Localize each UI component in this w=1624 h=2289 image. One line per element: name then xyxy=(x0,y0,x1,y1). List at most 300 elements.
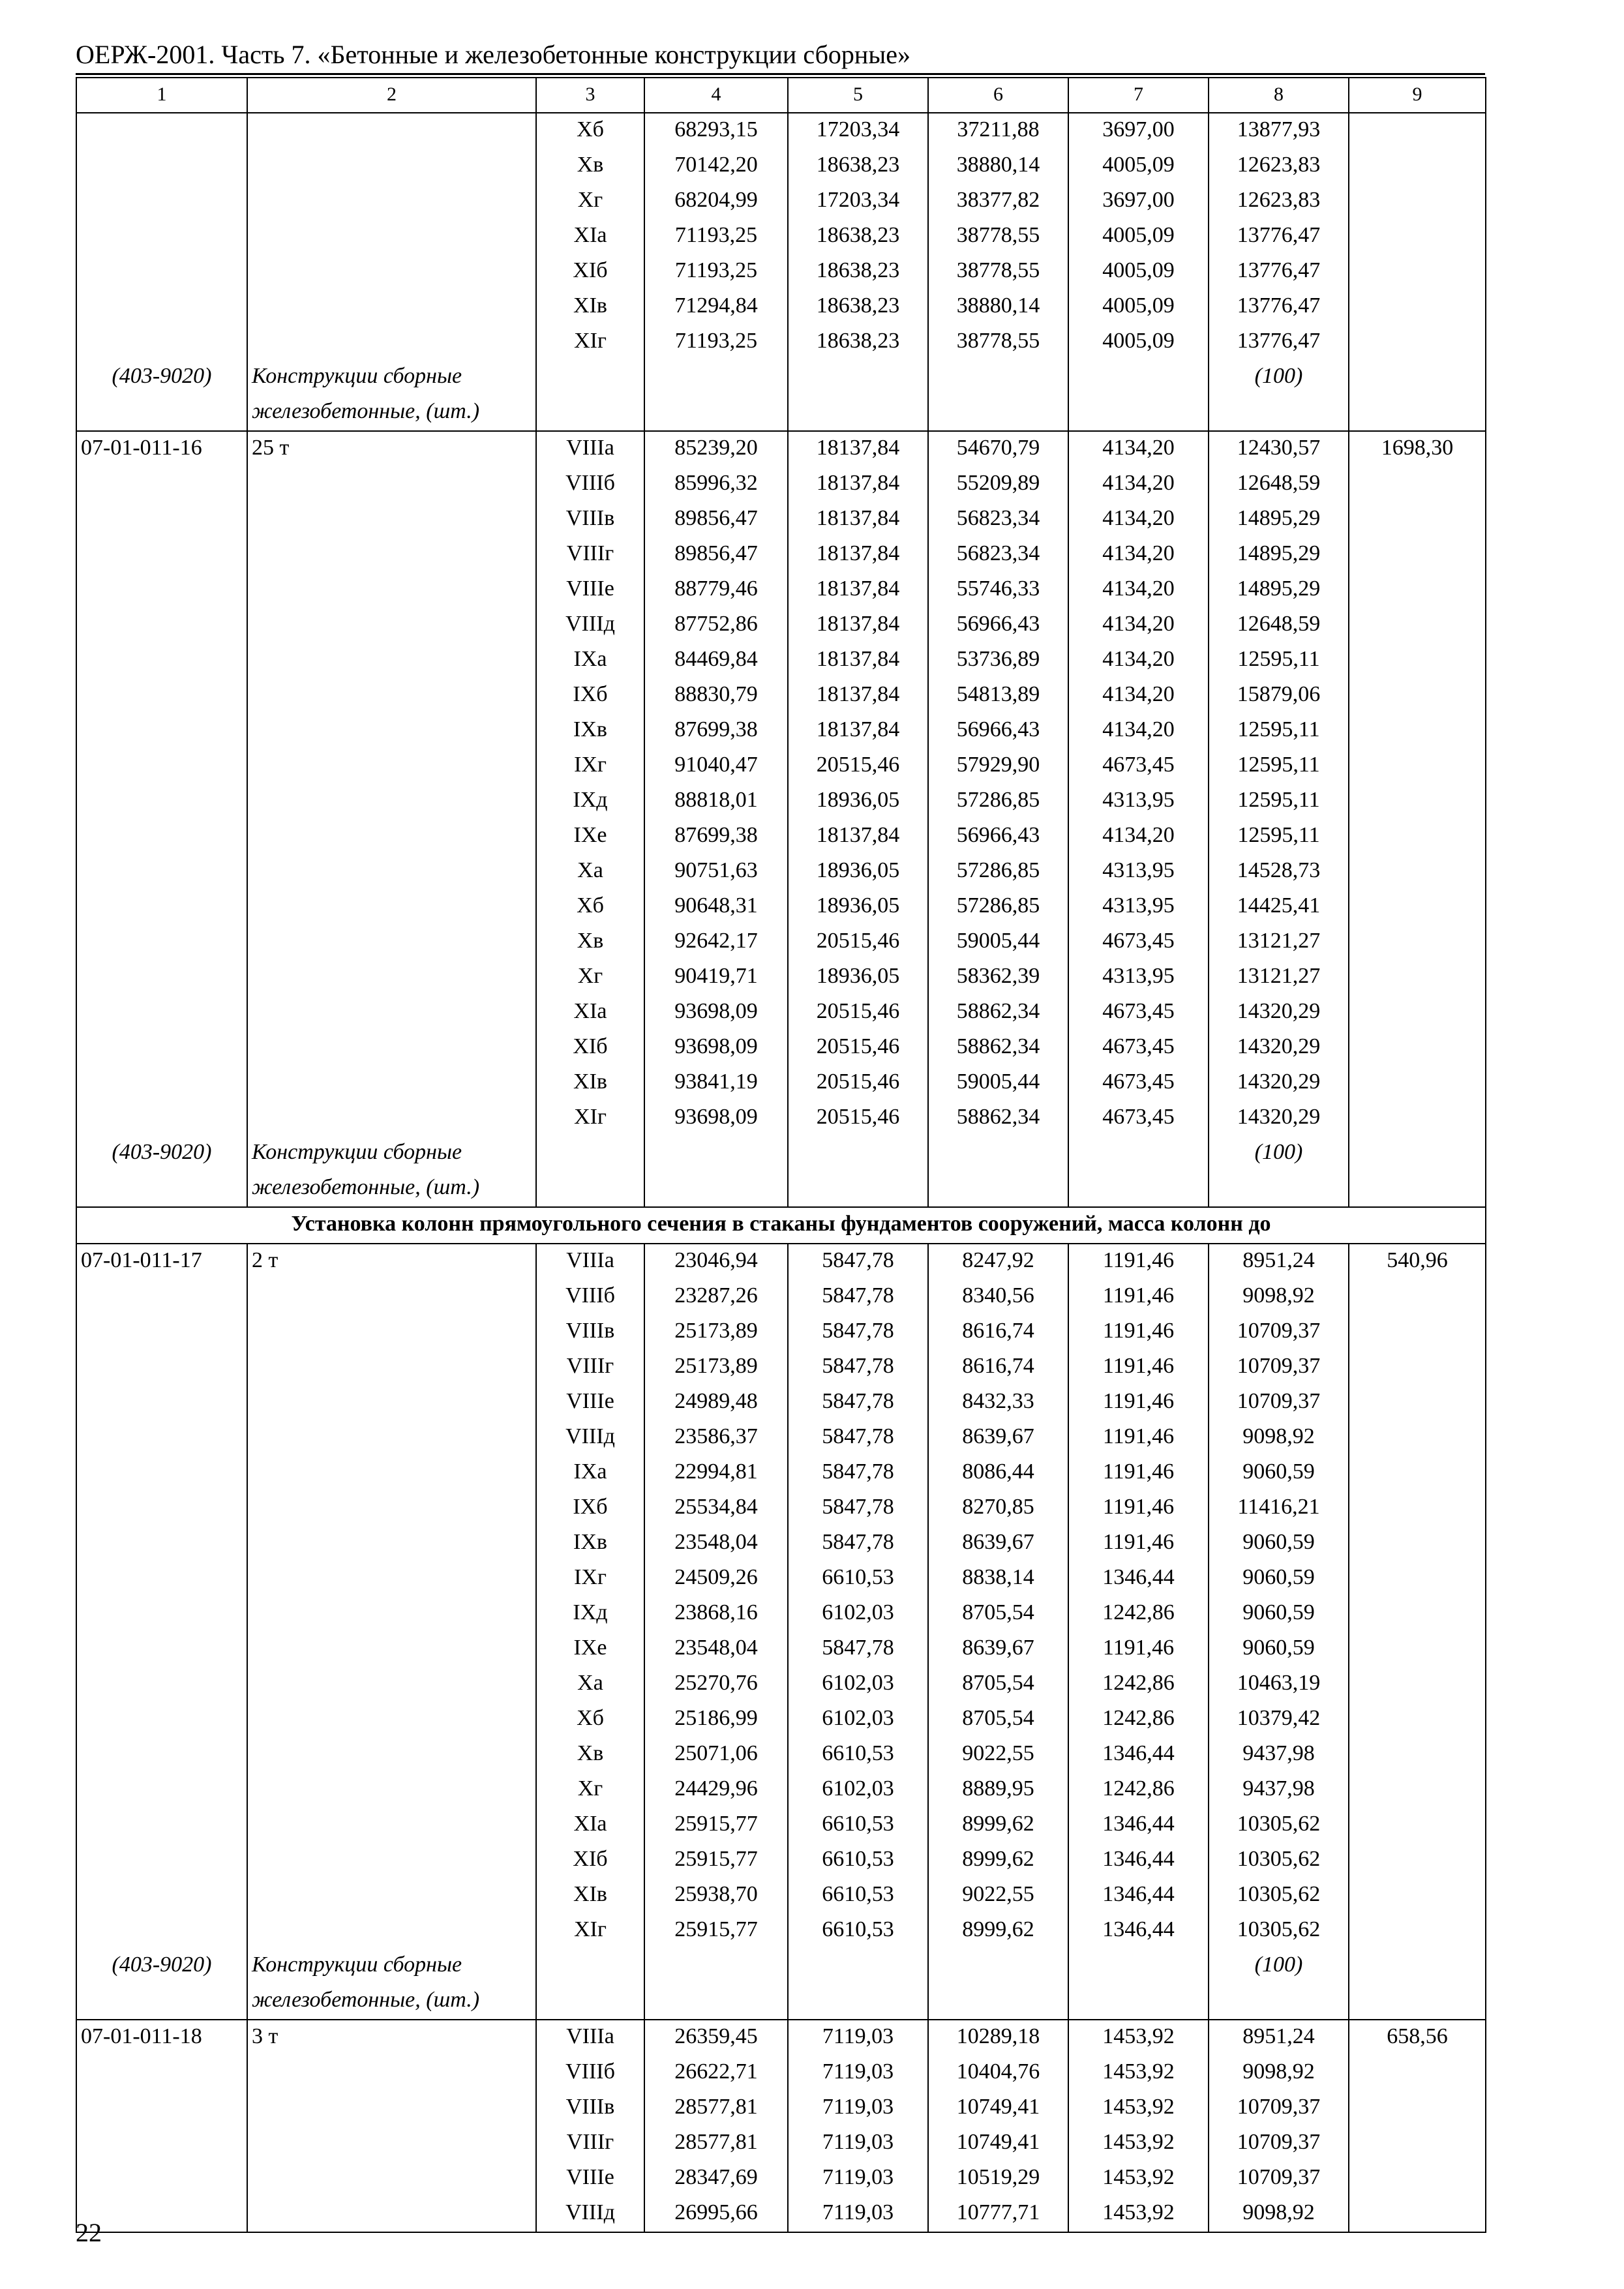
zone-code: IXд xyxy=(536,1596,644,1632)
table-row xyxy=(76,1632,1486,1667)
total-cost: 84469,84 xyxy=(644,643,788,678)
empty-cell xyxy=(644,1949,788,1984)
zone-code: XIв xyxy=(536,1878,644,1913)
wages-cost: 5847,78 xyxy=(788,1526,928,1561)
labor-cost xyxy=(1349,608,1486,643)
table-row xyxy=(76,713,1486,749)
empty-cell xyxy=(536,395,644,431)
driver-wages: 1191,46 xyxy=(1068,1244,1209,1279)
zone-code: VIIIв xyxy=(536,1315,644,1350)
total-cost: 25186,99 xyxy=(644,1702,788,1737)
rate-mass xyxy=(247,890,536,925)
labor-cost xyxy=(1349,2161,1486,2196)
driver-wages: 4134,20 xyxy=(1068,467,1209,502)
labor-cost xyxy=(1349,290,1486,325)
materials-cost: 9098,92 xyxy=(1209,2196,1349,2232)
wages-cost: 6102,03 xyxy=(788,1702,928,1737)
empty-cell xyxy=(928,360,1068,395)
table-row xyxy=(76,184,1486,219)
materials-cost: 12595,11 xyxy=(1209,819,1349,854)
total-cost: 25071,06 xyxy=(644,1737,788,1773)
rate-code: 07-01-011-16 xyxy=(76,431,247,467)
wages-cost: 18638,23 xyxy=(788,290,928,325)
wages-cost: 18936,05 xyxy=(788,854,928,890)
rate-mass xyxy=(247,2056,536,2091)
zone-code: IXг xyxy=(536,1561,644,1596)
rate-code xyxy=(76,2091,247,2126)
machine-cost: 8340,56 xyxy=(928,1279,1068,1315)
page-number: 22 xyxy=(76,2218,102,2247)
rate-mass xyxy=(247,1702,536,1737)
rate-mass xyxy=(247,1667,536,1702)
total-cost: 70142,20 xyxy=(644,149,788,184)
materials-cost: 9098,92 xyxy=(1209,2056,1349,2091)
driver-wages: 1453,92 xyxy=(1068,2091,1209,2126)
materials-cost: 12623,83 xyxy=(1209,184,1349,219)
zone-code: VIIIд xyxy=(536,608,644,643)
labor-cost xyxy=(1349,678,1486,713)
wages-cost: 20515,46 xyxy=(788,1066,928,1101)
machine-cost: 57929,90 xyxy=(928,749,1068,784)
empty-cell xyxy=(536,1984,644,2020)
rate-code xyxy=(76,1315,247,1350)
rate-mass xyxy=(247,819,536,854)
empty-cell xyxy=(788,1984,928,2020)
materials-cost: 13776,47 xyxy=(1209,254,1349,290)
empty-cell xyxy=(1068,1949,1209,1984)
driver-wages: 3697,00 xyxy=(1068,113,1209,149)
driver-wages: 4134,20 xyxy=(1068,431,1209,467)
driver-wages: 4313,95 xyxy=(1068,890,1209,925)
driver-wages: 1191,46 xyxy=(1068,1491,1209,1526)
empty-cell xyxy=(1209,1171,1349,1207)
driver-wages: 1242,86 xyxy=(1068,1773,1209,1808)
resource-row-continued xyxy=(76,1171,1486,1207)
zone-code: XIв xyxy=(536,290,644,325)
labor-cost xyxy=(1349,1596,1486,1632)
machine-cost: 57286,85 xyxy=(928,784,1068,819)
rate-mass xyxy=(247,1773,536,1808)
materials-cost: 14895,29 xyxy=(1209,502,1349,537)
table-row xyxy=(76,890,1486,925)
labor-cost xyxy=(1349,1632,1486,1667)
wages-cost: 6102,03 xyxy=(788,1773,928,1808)
zone-code: XIг xyxy=(536,325,644,360)
zone-code: VIIIб xyxy=(536,1279,644,1315)
wages-cost: 7119,03 xyxy=(788,2126,928,2161)
rate-code xyxy=(76,1843,247,1878)
labor-cost xyxy=(1349,749,1486,784)
zone-code: VIIIв xyxy=(536,502,644,537)
empty-cell xyxy=(1349,395,1486,431)
rate-mass xyxy=(247,1420,536,1456)
materials-cost: 9098,92 xyxy=(1209,1279,1349,1315)
wages-cost: 18936,05 xyxy=(788,890,928,925)
zone-code: Xв xyxy=(536,149,644,184)
table-row xyxy=(76,537,1486,573)
wages-cost: 5847,78 xyxy=(788,1385,928,1420)
wages-cost: 18137,84 xyxy=(788,467,928,502)
driver-wages: 1346,44 xyxy=(1068,1843,1209,1878)
materials-cost: 12595,11 xyxy=(1209,713,1349,749)
materials-cost: 12648,59 xyxy=(1209,608,1349,643)
machine-cost: 8999,62 xyxy=(928,1808,1068,1843)
labor-cost xyxy=(1349,219,1486,254)
zone-code: IXд xyxy=(536,784,644,819)
zone-code: IXг xyxy=(536,749,644,784)
wages-cost: 17203,34 xyxy=(788,113,928,149)
materials-cost: 9060,59 xyxy=(1209,1526,1349,1561)
rate-mass xyxy=(247,1737,536,1773)
table-row xyxy=(76,749,1486,784)
total-cost: 68204,99 xyxy=(644,184,788,219)
empty-cell xyxy=(928,395,1068,431)
total-cost: 26359,45 xyxy=(644,2020,788,2056)
materials-cost: 15879,06 xyxy=(1209,678,1349,713)
machine-cost: 8838,14 xyxy=(928,1561,1068,1596)
driver-wages: 4005,09 xyxy=(1068,219,1209,254)
table-row xyxy=(76,1491,1486,1526)
machine-cost: 38880,14 xyxy=(928,290,1068,325)
rate-code xyxy=(76,1913,247,1949)
table-row xyxy=(76,467,1486,502)
machine-cost: 10404,76 xyxy=(928,2056,1068,2091)
rate-mass xyxy=(247,1279,536,1315)
empty-cell xyxy=(1068,360,1209,395)
empty-cell xyxy=(644,395,788,431)
zone-code: XIв xyxy=(536,1066,644,1101)
total-cost: 92642,17 xyxy=(644,925,788,960)
wages-cost: 5847,78 xyxy=(788,1420,928,1456)
labor-cost xyxy=(1349,1667,1486,1702)
total-cost: 93698,09 xyxy=(644,1101,788,1136)
resource-row xyxy=(76,1136,1486,1171)
total-cost: 88818,01 xyxy=(644,784,788,819)
labor-cost xyxy=(1349,995,1486,1030)
rate-code xyxy=(76,1596,247,1632)
rate-code xyxy=(76,1773,247,1808)
zone-code: VIIIб xyxy=(536,467,644,502)
empty-cell xyxy=(644,360,788,395)
empty-cell xyxy=(928,1984,1068,2020)
total-cost: 88779,46 xyxy=(644,573,788,608)
materials-cost: 10709,37 xyxy=(1209,2091,1349,2126)
materials-cost: 13776,47 xyxy=(1209,325,1349,360)
wages-cost: 18638,23 xyxy=(788,254,928,290)
driver-wages: 1191,46 xyxy=(1068,1279,1209,1315)
table-row xyxy=(76,1526,1486,1561)
zone-code: XIа xyxy=(536,1808,644,1843)
rate-code xyxy=(76,1526,247,1561)
driver-wages: 1191,46 xyxy=(1068,1385,1209,1420)
materials-cost: 14528,73 xyxy=(1209,854,1349,890)
labor-cost xyxy=(1349,1350,1486,1385)
total-cost: 93841,19 xyxy=(644,1066,788,1101)
labor-cost xyxy=(1349,1561,1486,1596)
zone-code: Xг xyxy=(536,1773,644,1808)
machine-cost: 59005,44 xyxy=(928,925,1068,960)
rate-mass xyxy=(247,1385,536,1420)
zone-code: XIг xyxy=(536,1101,644,1136)
zone-code: VIIIв xyxy=(536,2091,644,2126)
rate-code xyxy=(76,608,247,643)
wages-cost: 5847,78 xyxy=(788,1491,928,1526)
rate-mass: 25 т xyxy=(247,431,536,467)
materials-cost: 12595,11 xyxy=(1209,784,1349,819)
rate-mass xyxy=(247,1350,536,1385)
total-cost: 23548,04 xyxy=(644,1526,788,1561)
rate-code xyxy=(76,219,247,254)
total-cost: 25915,77 xyxy=(644,1808,788,1843)
wages-cost: 6610,53 xyxy=(788,1808,928,1843)
table-row xyxy=(76,1315,1486,1350)
table-row xyxy=(76,1561,1486,1596)
machine-cost: 8705,54 xyxy=(928,1702,1068,1737)
rate-mass xyxy=(247,608,536,643)
column-number: 4 xyxy=(644,78,788,113)
rate-mass xyxy=(247,1878,536,1913)
zone-code: XIа xyxy=(536,219,644,254)
zone-code: IXб xyxy=(536,678,644,713)
empty-cell xyxy=(76,1171,247,1207)
empty-cell xyxy=(788,395,928,431)
wages-cost: 18137,84 xyxy=(788,573,928,608)
materials-cost: 13877,93 xyxy=(1209,113,1349,149)
wages-cost: 6610,53 xyxy=(788,1843,928,1878)
materials-cost: 14320,29 xyxy=(1209,1101,1349,1136)
machine-cost: 55746,33 xyxy=(928,573,1068,608)
empty-cell xyxy=(536,360,644,395)
labor-cost xyxy=(1349,1808,1486,1843)
total-cost: 71193,25 xyxy=(644,325,788,360)
total-cost: 71193,25 xyxy=(644,254,788,290)
total-cost: 25173,89 xyxy=(644,1350,788,1385)
rate-mass xyxy=(247,1456,536,1491)
wages-cost: 18936,05 xyxy=(788,960,928,995)
rate-mass xyxy=(247,184,536,219)
rate-code xyxy=(76,995,247,1030)
materials-cost: 10305,62 xyxy=(1209,1878,1349,1913)
machine-cost: 58862,34 xyxy=(928,995,1068,1030)
total-cost: 23548,04 xyxy=(644,1632,788,1667)
rate-code xyxy=(76,1420,247,1456)
table-row xyxy=(76,1596,1486,1632)
driver-wages: 4673,45 xyxy=(1068,1101,1209,1136)
table-row xyxy=(76,431,1486,467)
labor-cost xyxy=(1349,254,1486,290)
empty-cell xyxy=(1349,1949,1486,1984)
total-cost: 93698,09 xyxy=(644,1030,788,1066)
labor-cost xyxy=(1349,502,1486,537)
rate-code xyxy=(76,254,247,290)
driver-wages: 1242,86 xyxy=(1068,1596,1209,1632)
rate-code xyxy=(76,890,247,925)
machine-cost: 54813,89 xyxy=(928,678,1068,713)
zone-code: VIIIд xyxy=(536,2196,644,2232)
materials-cost: 13776,47 xyxy=(1209,219,1349,254)
driver-wages: 4313,95 xyxy=(1068,960,1209,995)
machine-cost: 10749,41 xyxy=(928,2126,1068,2161)
total-cost: 28577,81 xyxy=(644,2091,788,2126)
driver-wages: 4673,45 xyxy=(1068,1030,1209,1066)
driver-wages: 4313,95 xyxy=(1068,854,1209,890)
rate-mass xyxy=(247,1632,536,1667)
materials-cost: 10709,37 xyxy=(1209,1350,1349,1385)
machine-cost: 57286,85 xyxy=(928,890,1068,925)
labor-cost: 1698,30 xyxy=(1349,431,1486,467)
labor-cost xyxy=(1349,1702,1486,1737)
rate-code xyxy=(76,149,247,184)
table-row xyxy=(76,1279,1486,1315)
rate-mass xyxy=(247,1596,536,1632)
table-row xyxy=(76,2020,1486,2056)
driver-wages: 1191,46 xyxy=(1068,1526,1209,1561)
empty-cell xyxy=(536,1136,644,1171)
rate-code xyxy=(76,643,247,678)
rate-mass xyxy=(247,1526,536,1561)
machine-cost: 54670,79 xyxy=(928,431,1068,467)
rate-mass xyxy=(247,1843,536,1878)
labor-cost xyxy=(1349,1030,1486,1066)
driver-wages: 1453,92 xyxy=(1068,2020,1209,2056)
wages-cost: 6610,53 xyxy=(788,1913,928,1949)
zone-code: IXв xyxy=(536,1526,644,1561)
rate-code xyxy=(76,1385,247,1420)
table-row xyxy=(76,573,1486,608)
driver-wages: 4005,09 xyxy=(1068,254,1209,290)
wages-cost: 6102,03 xyxy=(788,1667,928,1702)
zone-code: XIа xyxy=(536,995,644,1030)
rate-mass xyxy=(247,1315,536,1350)
page-header: ОЕРЖ-2001. Часть 7. «Бетонные и железобетонные конструкции сборные» xyxy=(76,40,910,69)
total-cost: 85239,20 xyxy=(644,431,788,467)
wages-cost: 20515,46 xyxy=(788,1030,928,1066)
table-row xyxy=(76,502,1486,537)
rate-code xyxy=(76,467,247,502)
rate-code xyxy=(76,2161,247,2196)
rate-mass xyxy=(247,219,536,254)
rate-code xyxy=(76,1808,247,1843)
materials-cost: 10305,62 xyxy=(1209,1843,1349,1878)
empty-cell xyxy=(928,1136,1068,1171)
rate-code xyxy=(76,1878,247,1913)
table-row xyxy=(76,219,1486,254)
wages-cost: 18137,84 xyxy=(788,678,928,713)
table-row xyxy=(76,290,1486,325)
machine-cost: 53736,89 xyxy=(928,643,1068,678)
total-cost: 87752,86 xyxy=(644,608,788,643)
resource-qty: (100) xyxy=(1209,1949,1349,1984)
wages-cost: 18936,05 xyxy=(788,784,928,819)
rate-code: 07-01-011-18 xyxy=(76,2020,247,2056)
zone-code: IXе xyxy=(536,1632,644,1667)
machine-cost: 8432,33 xyxy=(928,1385,1068,1420)
empty-cell xyxy=(1349,1136,1486,1171)
wages-cost: 18137,84 xyxy=(788,502,928,537)
machine-cost: 8639,67 xyxy=(928,1420,1068,1456)
wages-cost: 18137,84 xyxy=(788,608,928,643)
section-title-row xyxy=(76,1207,1486,1244)
zone-code: Xб xyxy=(536,1702,644,1737)
rate-code xyxy=(76,502,247,537)
table-row xyxy=(76,1913,1486,1949)
machine-cost: 38778,55 xyxy=(928,219,1068,254)
machine-cost: 8616,74 xyxy=(928,1350,1068,1385)
empty-cell xyxy=(1349,1171,1486,1207)
resource-code: (403-9020) xyxy=(76,1136,247,1171)
materials-cost: 9060,59 xyxy=(1209,1632,1349,1667)
materials-cost: 14895,29 xyxy=(1209,573,1349,608)
rate-code xyxy=(76,184,247,219)
machine-cost: 10777,71 xyxy=(928,2196,1068,2232)
table-row xyxy=(76,925,1486,960)
driver-wages: 4005,09 xyxy=(1068,325,1209,360)
labor-cost xyxy=(1349,1315,1486,1350)
machine-cost: 10519,29 xyxy=(928,2161,1068,2196)
zone-code: Xб xyxy=(536,113,644,149)
rate-code xyxy=(76,1632,247,1667)
machine-cost: 38880,14 xyxy=(928,149,1068,184)
zone-code: Xа xyxy=(536,854,644,890)
table-row xyxy=(76,149,1486,184)
resource-name-continued: железобетонные, (шт.) xyxy=(247,1984,536,2020)
resource-name: Конструкции сборные xyxy=(247,1949,536,1984)
table-row xyxy=(76,643,1486,678)
zone-code: IXа xyxy=(536,643,644,678)
zone-code: VIIIе xyxy=(536,1385,644,1420)
total-cost: 71193,25 xyxy=(644,219,788,254)
zone-code: XIб xyxy=(536,1030,644,1066)
labor-cost xyxy=(1349,1420,1486,1456)
materials-cost: 12648,59 xyxy=(1209,467,1349,502)
machine-cost: 8086,44 xyxy=(928,1456,1068,1491)
driver-wages: 4005,09 xyxy=(1068,149,1209,184)
total-cost: 26622,71 xyxy=(644,2056,788,2091)
zone-code: XIг xyxy=(536,1913,644,1949)
zone-code: Xв xyxy=(536,1737,644,1773)
wages-cost: 7119,03 xyxy=(788,2091,928,2126)
rate-mass xyxy=(247,467,536,502)
driver-wages: 1346,44 xyxy=(1068,1913,1209,1949)
column-number-row xyxy=(76,78,1486,113)
driver-wages: 4005,09 xyxy=(1068,290,1209,325)
rate-code xyxy=(76,925,247,960)
total-cost: 71294,84 xyxy=(644,290,788,325)
rate-mass xyxy=(247,960,536,995)
machine-cost: 8999,62 xyxy=(928,1913,1068,1949)
labor-cost xyxy=(1349,1737,1486,1773)
total-cost: 25915,77 xyxy=(644,1913,788,1949)
labor-cost xyxy=(1349,1456,1486,1491)
total-cost: 28347,69 xyxy=(644,2161,788,2196)
materials-cost: 12623,83 xyxy=(1209,149,1349,184)
zone-code: VIIIб xyxy=(536,2056,644,2091)
column-number: 3 xyxy=(536,78,644,113)
rate-code xyxy=(76,1030,247,1066)
driver-wages: 4134,20 xyxy=(1068,573,1209,608)
total-cost: 24989,48 xyxy=(644,1385,788,1420)
empty-cell xyxy=(788,1949,928,1984)
resource-qty: (100) xyxy=(1209,360,1349,395)
table-row xyxy=(76,2126,1486,2161)
machine-cost: 55209,89 xyxy=(928,467,1068,502)
wages-cost: 20515,46 xyxy=(788,749,928,784)
wages-cost: 20515,46 xyxy=(788,925,928,960)
table-row xyxy=(76,1843,1486,1878)
column-number: 8 xyxy=(1209,78,1349,113)
table-row xyxy=(76,784,1486,819)
wages-cost: 6610,53 xyxy=(788,1561,928,1596)
